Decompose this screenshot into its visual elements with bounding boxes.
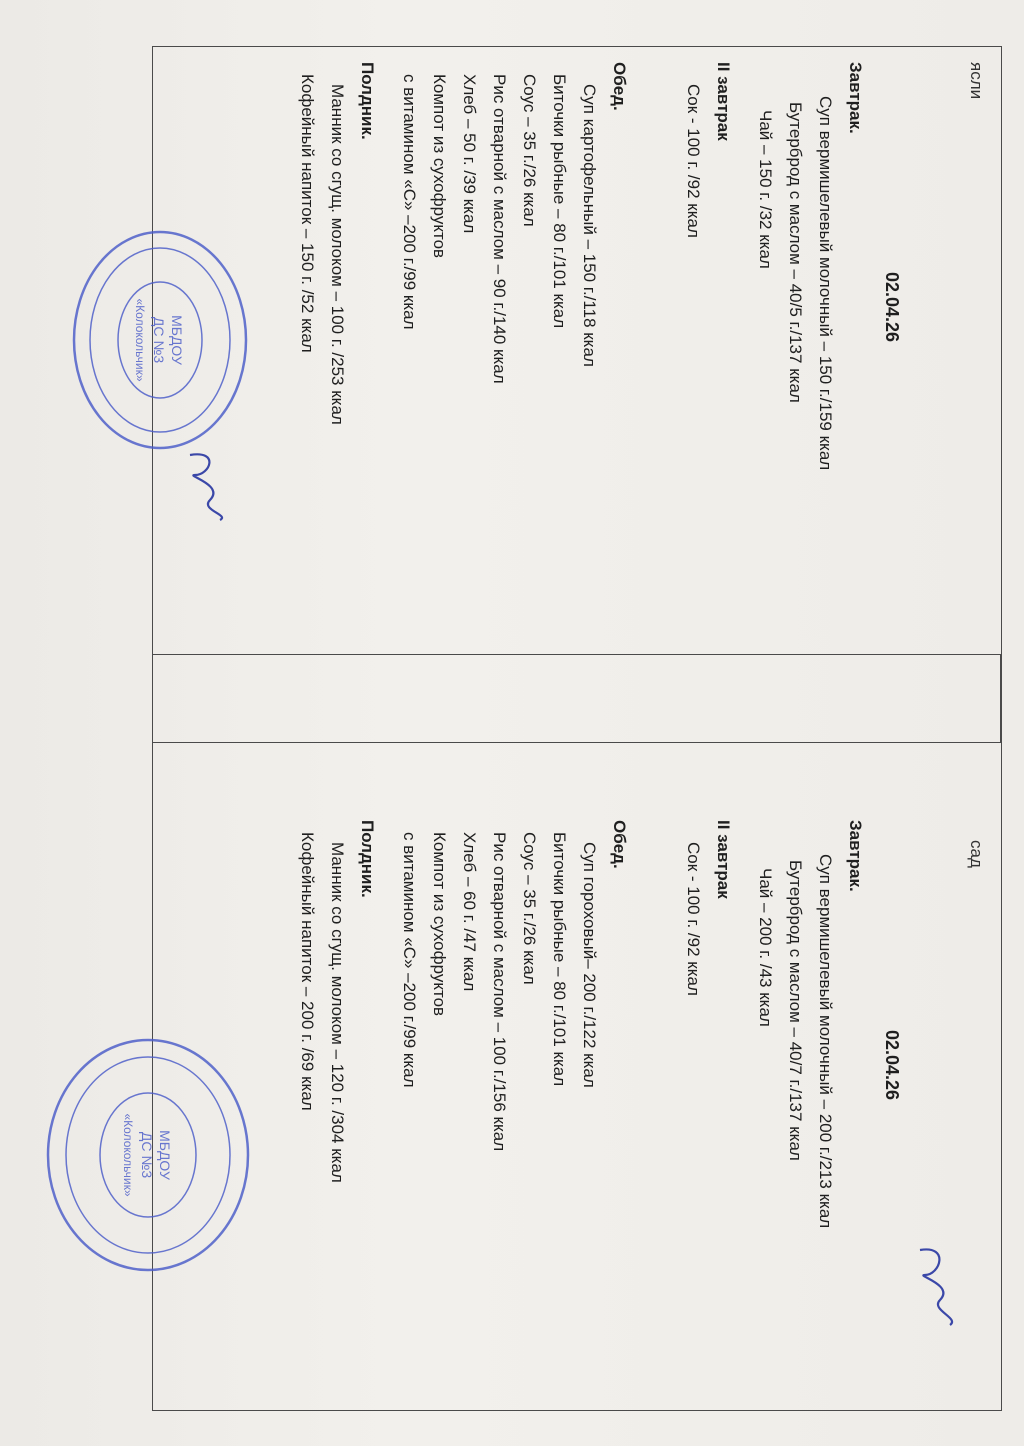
- section-title: Завтрак.: [846, 820, 865, 892]
- snack-section: [292, 820, 382, 1400]
- breakfast-section: [750, 820, 870, 1400]
- menu-item: с витамином «С» –200 г./99 ккал: [400, 74, 419, 330]
- menu-item: Суп гороховый– 200 г./122 ккал: [580, 842, 599, 1088]
- svg-text:МБДОУ: МБДОУ: [157, 1130, 173, 1180]
- divider-left: [152, 654, 153, 742]
- menu-item: Кофейный напиток – 200 г. /69 ккал: [298, 832, 317, 1111]
- menu-item: Бутерброд с маслом – 40/7 г./137 ккал: [786, 860, 805, 1161]
- menu-item: Хлеб – 50 г. /39 ккал: [460, 74, 479, 234]
- snack-section: [292, 62, 382, 642]
- menu-item: Рис отварной с маслом – 100 г./156 ккал: [490, 832, 509, 1152]
- section-title: Завтрак.: [846, 62, 865, 134]
- svg-text:ДС №3: ДС №3: [139, 1131, 155, 1179]
- menu-item: Манник со сгущ. молоком – 120 г. /304 ккал: [328, 842, 347, 1183]
- second-breakfast-section: [678, 62, 738, 642]
- menu-item: Кофейный напиток – 150 г. /52 ккал: [298, 74, 317, 353]
- section-title: Полдник.: [358, 62, 377, 140]
- menu-item: Рис отварной с маслом – 90 г./140 ккал: [490, 74, 509, 384]
- second-breakfast-section: [678, 820, 738, 1400]
- menu-item: Суп картофельный – 150 г./118 ккал: [580, 84, 599, 367]
- menu-item: Компот из сухофруктов: [430, 832, 449, 1017]
- lunch-section: [394, 820, 634, 1400]
- menu-date: 02.04.26: [882, 1030, 902, 1101]
- menu-item: Соус – 35 г./26 ккал: [520, 832, 539, 985]
- menu-panel-sad: [180, 820, 1000, 1400]
- menu-item: Манник со сгущ. молоком – 100 г. /253 ккал: [328, 84, 347, 425]
- svg-text:МБДОУ: МБДОУ: [169, 315, 185, 365]
- menu-item: Чай – 200 г. /43 ккал: [756, 868, 775, 1027]
- group-label: сад: [967, 840, 986, 868]
- section-title: II завтрак: [714, 62, 733, 141]
- menu-item: с витамином «С» –200 г./99 ккал: [400, 832, 419, 1088]
- section-title: Обед.: [610, 62, 629, 111]
- menu-item: Суп вермишелевый молочный – 150 г./159 ккал: [816, 96, 835, 471]
- group-label: ясли: [967, 62, 986, 100]
- lunch-section: [394, 62, 634, 642]
- menu-item: Чай – 150 г. /32 ккал: [756, 110, 775, 269]
- menu-item: Сок - 100 г. /92 ккал: [684, 84, 703, 238]
- section-title: II завтрак: [714, 820, 733, 899]
- menu-item: Суп вермишелевый молочный – 200 г./213 ккал: [816, 854, 835, 1229]
- section-divider-bottom: [152, 742, 1002, 743]
- svg-text:«Колокольчик»: «Колокольчик»: [133, 298, 147, 382]
- breakfast-section: [750, 62, 870, 642]
- menu-item: Бутерброд с маслом – 40/5 г./137 ккал: [786, 102, 805, 403]
- menu-item: Биточки рыбные – 80 г./101 ккал: [550, 832, 569, 1087]
- svg-text:«Колокольчик»: «Колокольчик»: [121, 1113, 135, 1197]
- section-title: Обед.: [610, 820, 629, 869]
- menu-item: Сок - 100 г. /92 ккал: [684, 842, 703, 996]
- divider-right: [1000, 654, 1001, 742]
- official-stamp-seal: [40, 1030, 255, 1280]
- menu-item: Соус – 35 г./26 ккал: [520, 74, 539, 227]
- menu-item: Биточки рыбные – 80 г./101 ккал: [550, 74, 569, 329]
- signature-mark: [180, 445, 240, 525]
- menu-date: 02.04.26: [882, 272, 902, 343]
- official-stamp-seal: [70, 228, 250, 453]
- menu-item: Хлеб – 60 г. /47 ккал: [460, 832, 479, 992]
- menu-panel-yasli: [180, 62, 1000, 642]
- svg-text:ДС №3: ДС №3: [151, 316, 167, 364]
- menu-item: Компот из сухофруктов: [430, 74, 449, 259]
- signature-mark: [910, 1240, 970, 1330]
- section-divider-top: [152, 654, 1002, 655]
- section-title: Полдник.: [358, 820, 377, 898]
